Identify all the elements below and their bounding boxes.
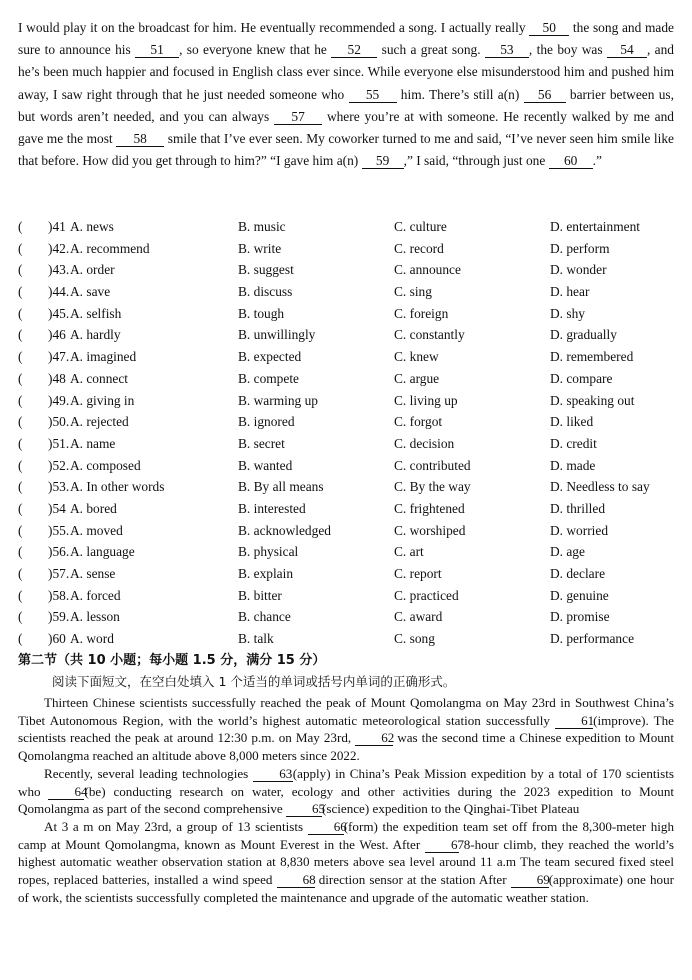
option-a: A. In other words xyxy=(70,479,165,495)
blank-58: 58 xyxy=(116,132,164,147)
option-d: D. shy xyxy=(550,305,585,321)
question-row xyxy=(18,498,678,520)
option-b: B. talk xyxy=(238,631,274,647)
passage-text: (be) conducting research on water, ecology and other activities during the 2023 expedition to Mount Qomolangma as part of the second comprehensive xyxy=(18,783,675,817)
option-c: C. award xyxy=(394,609,443,625)
cloze-paragraph xyxy=(18,17,674,172)
option-a: A. selfish xyxy=(70,305,122,321)
option-a: A. news xyxy=(70,219,114,234)
option-a: A. name xyxy=(70,435,116,451)
option-a: A. recommend xyxy=(70,240,150,256)
option-d: D. hear xyxy=(550,284,590,300)
passage-text: , so everyone knew that he xyxy=(179,42,327,58)
option-b: B. discuss xyxy=(238,284,293,300)
option-d: D. made xyxy=(550,457,596,473)
passage-text: where you’re at with someone. He recently walked by me and gave me the most xyxy=(18,108,674,147)
option-d: D. age xyxy=(550,544,585,560)
question-row xyxy=(18,433,678,455)
option-b: B. compete xyxy=(238,370,299,386)
option-d: D. worried xyxy=(550,522,609,538)
question-row xyxy=(18,563,678,585)
question-number: )53. xyxy=(48,479,70,495)
option-b: B. secret xyxy=(238,435,285,451)
option-a: A. hardly xyxy=(70,327,121,343)
cloze-passage-end xyxy=(18,17,674,172)
option-d: D. declare xyxy=(550,566,606,581)
option-b: B. physical xyxy=(238,544,299,560)
option-d: D. gradually xyxy=(550,327,617,343)
option-d: D. remembered xyxy=(550,349,634,365)
question-number: )44. xyxy=(48,284,70,300)
option-c: C. frightened xyxy=(394,500,465,516)
answer-paren: ( xyxy=(18,349,23,365)
blank-55: 55 xyxy=(349,88,397,103)
question-row xyxy=(18,520,678,542)
passage-text: .” xyxy=(592,153,602,169)
option-a: A. giving in xyxy=(70,392,135,408)
question-number: )52. xyxy=(48,457,70,473)
question-options-list xyxy=(18,216,678,650)
passage-text: , and he’s been much happier and focused in English class ever since. While everyone else misunderstood him and pushed him away, I saw right through that he just needed someone who xyxy=(18,42,674,102)
passage-paragraph-2 xyxy=(18,765,674,818)
passage-text: direction sensor at the station After xyxy=(318,872,507,888)
answer-paren: ( xyxy=(18,370,23,386)
option-c: C. art xyxy=(394,544,424,560)
option-b: B. acknowledged xyxy=(238,522,331,538)
question-number: )49. xyxy=(48,392,70,408)
blank-54: 54 xyxy=(607,43,647,58)
option-c: C. announce xyxy=(394,262,461,278)
option-b: B. warming up xyxy=(238,392,318,408)
option-c: C. culture xyxy=(394,219,447,234)
answer-paren: ( xyxy=(18,566,23,581)
passage-text: I would play it on the broadcast for him. He eventually recommended a song. I actually really xyxy=(18,20,526,35)
passage-text: , the boy was xyxy=(528,42,603,58)
answer-paren: ( xyxy=(18,327,23,343)
passage-text: (science) expedition to the Qinghai-Tibet Plateau xyxy=(321,801,580,817)
question-number: )54 xyxy=(48,500,66,516)
question-number: )41 xyxy=(48,219,66,234)
passage-text: (form) the expedition team set off from the 8,300-meter high camp at Mount Qomolangma, known as Mount Everest in the West. After xyxy=(18,818,674,852)
option-b: B. explain xyxy=(238,566,294,581)
option-b: B. tough xyxy=(238,305,285,321)
blank-57: 57 xyxy=(274,110,322,125)
answer-paren: ( xyxy=(18,587,23,603)
option-a: A. language xyxy=(70,544,135,560)
option-a: A. composed xyxy=(70,457,141,473)
option-c: C. knew xyxy=(394,349,439,365)
option-c: C. argue xyxy=(394,370,440,386)
question-row xyxy=(18,541,678,563)
question-row xyxy=(18,476,678,498)
option-b: B. write xyxy=(238,240,282,256)
question-row xyxy=(18,346,678,368)
option-c: C. record xyxy=(394,240,444,256)
grammar-fill-passage xyxy=(18,694,674,906)
blank-51: 51 xyxy=(135,43,179,58)
blank-69: 69 xyxy=(511,873,549,888)
question-row xyxy=(18,303,678,325)
question-number: )50. xyxy=(48,414,70,430)
option-a: A. lesson xyxy=(70,609,120,625)
blank-68: 68 xyxy=(277,873,315,888)
question-row xyxy=(18,411,678,433)
passage-text: (improve). The scientists reached the peak at around 12:30 p.m. on May 23rd, xyxy=(18,712,674,746)
question-number: )60 xyxy=(48,631,66,647)
answer-paren: ( xyxy=(18,305,23,321)
option-c: C. decision xyxy=(394,435,455,451)
question-row xyxy=(18,628,678,650)
option-c: C. practiced xyxy=(394,587,459,603)
option-b: B. ignored xyxy=(238,414,295,430)
question-number: )56. xyxy=(48,544,70,560)
option-d: D. promise xyxy=(550,609,610,625)
option-c: C. contributed xyxy=(394,457,471,473)
option-b: B. By all means xyxy=(238,479,324,495)
answer-paren: ( xyxy=(18,219,23,234)
passage-text: (approximate) one hour of work, the scientists successfully completed the maintenance and upgrade of the automatic weather station. xyxy=(18,872,674,905)
question-row xyxy=(18,238,678,260)
blank-64: 64 xyxy=(48,785,84,800)
option-a: A. forced xyxy=(70,587,121,603)
blank-50: 50 xyxy=(529,21,569,36)
passage-text: barrier between us, but words aren’t needed, and you can always xyxy=(18,86,674,124)
option-a: A. imagined xyxy=(70,349,137,365)
option-c: C. By the way xyxy=(394,479,471,495)
section-heading: 第二节（共 10 小题；每小题 1.5 分，满分 15 分） xyxy=(18,653,326,668)
option-c: C. living up xyxy=(394,392,458,408)
answer-paren: ( xyxy=(18,240,23,256)
option-d: D. credit xyxy=(550,435,597,451)
option-a: A. bored xyxy=(70,500,117,516)
question-number: )45. xyxy=(48,305,70,321)
option-b: B. chance xyxy=(238,609,291,625)
answer-paren: ( xyxy=(18,479,23,495)
question-row xyxy=(18,324,678,346)
blank-67: 67 xyxy=(425,838,459,853)
option-c: C. foreign xyxy=(394,305,449,321)
passage-paragraph-3 xyxy=(18,818,674,907)
option-d: D. genuine xyxy=(550,587,609,603)
passage-text: such a great song. xyxy=(381,42,481,58)
option-b: B. suggest xyxy=(238,262,294,278)
question-number: )48 xyxy=(48,370,66,386)
question-number: )43. xyxy=(48,262,70,278)
question-row xyxy=(18,281,678,303)
option-a: A. rejected xyxy=(70,414,129,430)
blank-65: 65 xyxy=(286,802,322,817)
option-c: C. forgot xyxy=(394,414,443,430)
option-b: B. bitter xyxy=(238,587,282,603)
question-number: )42. xyxy=(48,240,70,256)
blank-60: 60 xyxy=(549,154,593,169)
blank-61: 61 xyxy=(555,714,593,729)
option-b: B. wanted xyxy=(238,457,293,473)
question-row xyxy=(18,216,678,238)
passage-text: At 3 a m on May 23rd, a group of 13 scientists xyxy=(44,818,304,834)
question-row xyxy=(18,390,678,412)
passage-text: him. There’s still a(n) xyxy=(400,86,520,102)
answer-paren: ( xyxy=(18,631,23,647)
option-d: D. thrilled xyxy=(550,500,606,516)
answer-paren: ( xyxy=(18,414,23,430)
passage-paragraph-1 xyxy=(18,694,674,765)
passage-text: (apply) in China’s Peak Mission expedition by a total of 170 scientists who xyxy=(18,765,674,799)
blank-66: 66 xyxy=(308,820,344,835)
blank-63: 63 xyxy=(253,767,293,782)
blank-59: 59 xyxy=(362,154,404,169)
answer-paren: ( xyxy=(18,609,23,625)
option-d: D. perform xyxy=(550,240,610,256)
passage-text: the song and made sure to announce his xyxy=(18,20,674,58)
option-c: C. worshiped xyxy=(394,522,466,538)
answer-paren: ( xyxy=(18,284,23,300)
option-d: D. speaking out xyxy=(550,392,635,408)
answer-paren: ( xyxy=(18,435,23,451)
answer-paren: ( xyxy=(18,392,23,408)
answer-paren: ( xyxy=(18,262,23,278)
question-number: )46 xyxy=(48,327,66,343)
blank-53: 53 xyxy=(485,43,529,58)
option-d: D. entertainment xyxy=(550,219,640,234)
option-a: A. save xyxy=(70,284,111,300)
answer-paren: ( xyxy=(18,457,23,473)
option-d: D. compare xyxy=(550,370,613,386)
option-d: D. wonder xyxy=(550,262,607,278)
passage-text: ,” I said, “through just one xyxy=(403,153,546,169)
option-b: B. interested xyxy=(238,500,306,516)
option-a: A. moved xyxy=(70,522,123,538)
blank-62: 62 xyxy=(355,731,393,746)
option-d: D. liked xyxy=(550,414,594,430)
passage-text: was the second time a Chinese expedition to Mount Qomolangma reached an altitude above 8,000 meters since 2022. xyxy=(18,730,674,764)
question-number: )47. xyxy=(48,349,70,365)
question-number: )58. xyxy=(48,587,70,603)
question-row xyxy=(18,259,678,281)
question-row xyxy=(18,585,678,607)
blank-52: 52 xyxy=(331,43,377,58)
passage-text: Recently, several leading technologies xyxy=(44,765,249,781)
question-number: )57. xyxy=(48,566,70,581)
option-b: B. music xyxy=(238,219,286,234)
option-a: A. order xyxy=(70,262,115,278)
option-c: C. sing xyxy=(394,284,432,300)
option-a: A. connect xyxy=(70,370,129,386)
section-instruction: 阅读下面短文，在空白处填入 1 个适当的单词或括号内单词的正确形式。 xyxy=(52,674,456,689)
option-c: C. report xyxy=(394,566,442,581)
question-number: )51. xyxy=(48,435,70,451)
answer-paren: ( xyxy=(18,544,23,560)
option-a: A. word xyxy=(70,631,114,647)
question-number: )55. xyxy=(48,522,70,538)
option-d: D. Needless to say xyxy=(550,479,650,495)
option-b: B. expected xyxy=(238,349,302,365)
passage-text: 8-hour climb, they reached the world’s highest automatic weather observation station at 8,830 meters above sea level around 11 a.m The team secured fixed steel ropes, replaced batteries, installed a wind speed xyxy=(18,836,674,888)
passage-text: smile that I’ve ever seen. My coworker turned to me and said, “I’ve never seen him smile like that before. How did you get through to him?” “I gave him a(n) xyxy=(18,131,674,169)
question-row xyxy=(18,455,678,477)
question-row xyxy=(18,368,678,390)
question-number: )59. xyxy=(48,609,70,625)
option-b: B. unwillingly xyxy=(238,327,316,343)
question-row xyxy=(18,606,678,628)
option-a: A. sense xyxy=(70,566,116,581)
answer-paren: ( xyxy=(18,500,23,516)
option-d: D. performance xyxy=(550,631,635,647)
blank-56: 56 xyxy=(524,88,566,103)
option-c: C. constantly xyxy=(394,327,465,343)
passage-text: Thirteen Chinese scientists successfully reached the peak of Mount Qomolangma on May 23rd in Southwest China’s Tibet Autonomous Region, with the world’s highest automatic meteorological station successfully xyxy=(18,695,674,728)
option-c: C. song xyxy=(394,631,435,647)
answer-paren: ( xyxy=(18,522,23,538)
